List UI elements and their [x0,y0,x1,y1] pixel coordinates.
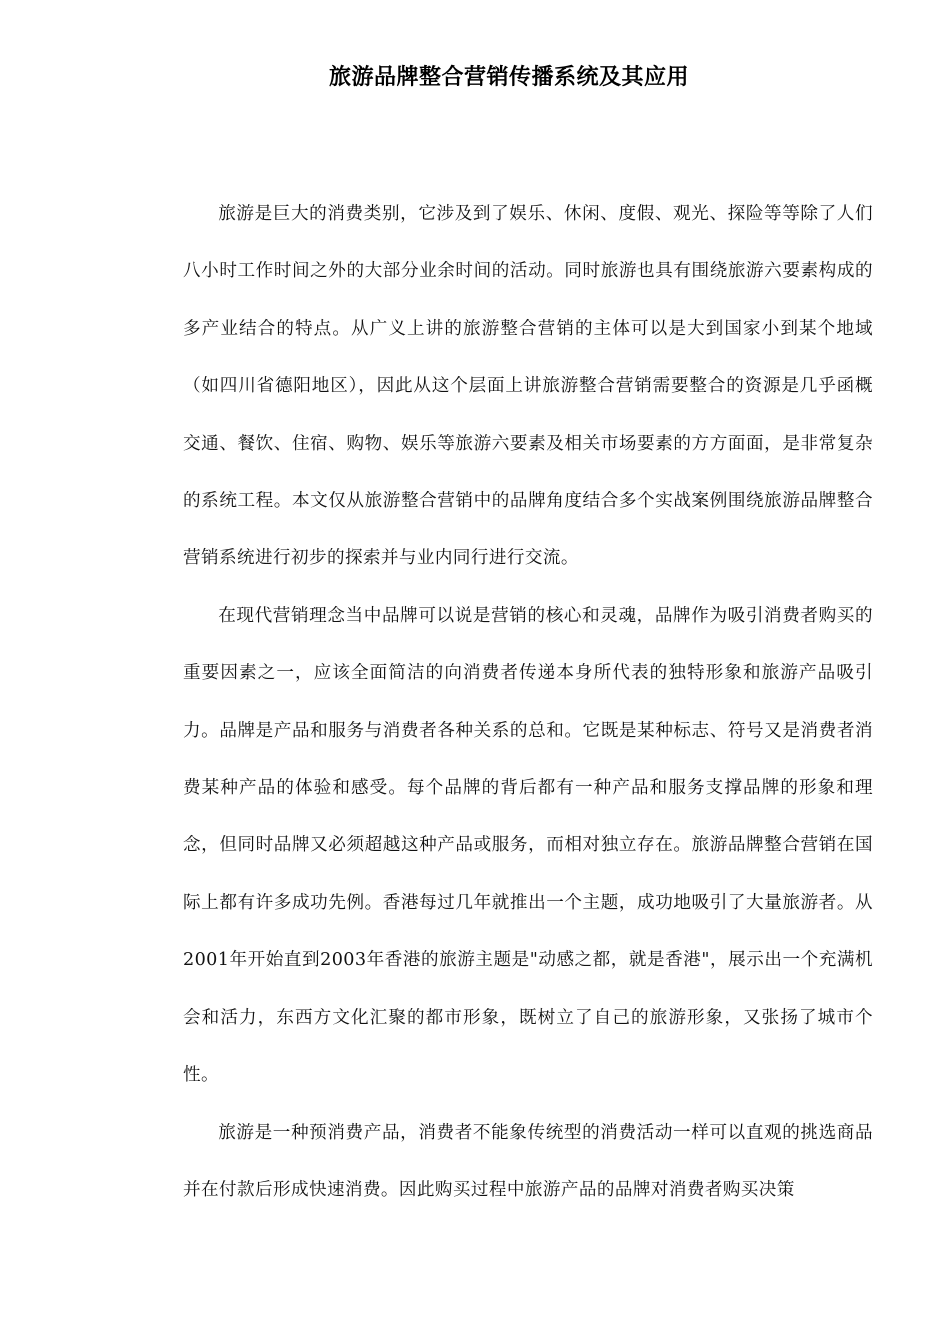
paragraph-1: 旅游是巨大的消费类别，它涉及到了娱乐、休闲、度假、观光、探险等等除了人们八小时工作时间之外的大部分业余时间的活动。同时旅游也具有围绕旅游六要素构成的多产业结合的特点。从广义上讲的旅游整合营销的主体可以是大到国家小到某个地域（如四川省德阳地区），因此从这个层面上讲旅游整合营销需要整合的资源是几乎函概交通、餐饮、住宿、购物、娱乐等旅游六要素及相关市场要素的方方面面，是非常复杂的系统工程。本文仅从旅游整合营销中的品牌角度结合多个实战案例围绕旅游品牌整合营销系统进行初步的探索并与业内同行进行交流。 [183,204,873,569]
document-title: 旅游品牌整合营销传播系统及其应用 [328,65,689,90]
paragraph-2: 在现代营销理念当中品牌可以说是营销的核心和灵魂，品牌作为吸引消费者购买的重要因素之一，应该全面简洁的向消费者传递本身所代表的独特形象和旅游产品吸引力。品牌是产品和服务与消费者各种关系的总和。它既是某种标志、符号又是消费者消费某种产品的体验和感受。每个品牌的背后都有一种产品和服务支撑品牌的形象和理念，但同时品牌又必须超越这种产品或服务，而相对独立存在。旅游品牌整合营销在国际上都有许多成功先例。香港每过几年就推出一个主题，成功地吸引了大量旅游者。从2001年开始直到2003年香港的旅游主题是"动感之都，就是香港"，展示出一个充满机会和活力，东西方文化汇聚的都市形象，既树立了自己的旅游形象，又张扬了城市个性。 [183,605,873,1086]
paragraph-3: 旅游是一种预消费产品，消费者不能象传统型的消费活动一样可以直观的挑选商品并在付款后形成快速消费。因此购买过程中旅游产品的品牌对消费者购买决策 [183,1122,873,1200]
document-body [183,186,873,1219]
